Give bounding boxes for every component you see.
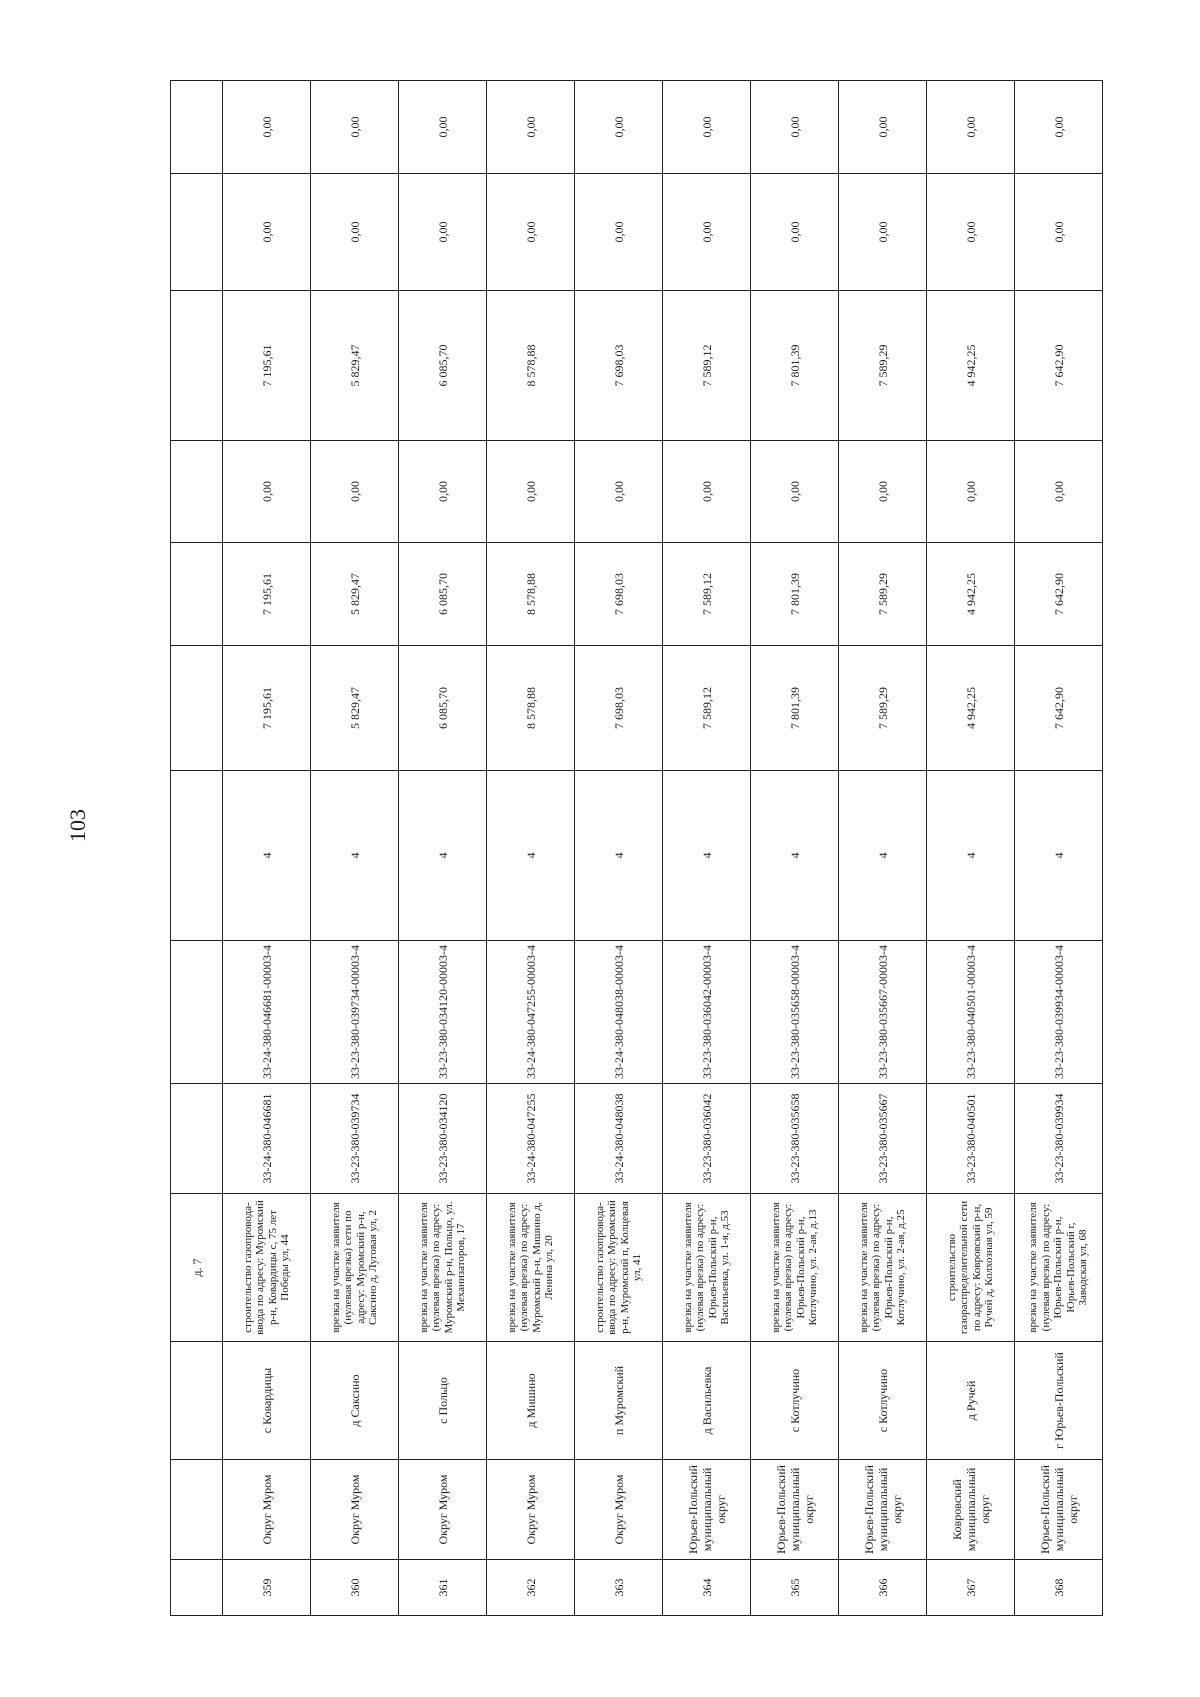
table-row (927, 81, 1015, 1616)
header-row (171, 81, 223, 1616)
description-cell: врезка на участке заявителя (нулевая врезка) по адресу: Юрьев-Польский р-н, Котлучино, ул. 2-ая, д.25 (839, 1194, 927, 1342)
description-cell: врезка на участке заявителя (нулевая врезка) по адресу: Муромский р-н, Мишино д, Ленина ул, 20 (487, 1194, 575, 1342)
value-cell-3: 0,00 (487, 441, 575, 543)
district-cell: Округ Муром (399, 1460, 487, 1560)
value-cell-3: 0,00 (399, 441, 487, 543)
category-cell: 4 (751, 771, 839, 941)
header-cell (171, 646, 223, 771)
row-number-cell: 363 (575, 1560, 663, 1616)
district-cell: Округ Муром (575, 1460, 663, 1560)
value-cell-6: 0,00 (575, 81, 663, 174)
value-cell-3: 0,00 (1015, 441, 1103, 543)
row-number-cell: 361 (399, 1560, 487, 1616)
value-cell-5: 0,00 (311, 174, 399, 291)
value-cell-6: 0,00 (1015, 81, 1103, 174)
code-full-cell: 33-23-380-035658-00003-4 (751, 941, 839, 1084)
locality-cell: г Юрьев-Польский (1015, 1342, 1103, 1460)
header-cell (171, 81, 223, 174)
table-row (311, 81, 399, 1616)
category-cell: 4 (927, 771, 1015, 941)
row-number-cell: 360 (311, 1560, 399, 1616)
value-cell-4: 7 642,90 (1015, 291, 1103, 441)
value-cell-2: 6 085,70 (399, 543, 487, 646)
value-cell-4: 8 578,88 (487, 291, 575, 441)
row-number-cell: 362 (487, 1560, 575, 1616)
value-cell-5: 0,00 (751, 174, 839, 291)
header-cell (171, 1084, 223, 1194)
value-cell-1: 7 589,29 (839, 646, 927, 771)
code-short-cell: 33-23-380-039934 (1015, 1084, 1103, 1194)
value-cell-4: 7 698,03 (575, 291, 663, 441)
value-cell-5: 0,00 (927, 174, 1015, 291)
code-full-cell: 33-23-380-036042-00003-4 (663, 941, 751, 1084)
district-cell: Юрьев-Польский муниципальный округ (1015, 1460, 1103, 1560)
header-cell (171, 771, 223, 941)
value-cell-5: 0,00 (663, 174, 751, 291)
value-cell-1: 8 578,88 (487, 646, 575, 771)
value-cell-6: 0,00 (927, 81, 1015, 174)
table-row (1015, 81, 1103, 1616)
description-cell: врезка на участке заявителя (нулевая врезка) сети по адресу: Муромский р-н, Саксино д, Луговая ул, 2 (311, 1194, 399, 1342)
district-cell: Ковровский муниципальный округ (927, 1460, 1015, 1560)
value-cell-1: 7 589,12 (663, 646, 751, 771)
value-cell-5: 0,00 (223, 174, 311, 291)
district-cell: Юрьев-Польский муниципальный округ (663, 1460, 751, 1560)
description-cell: врезка на участке заявителя (нулевая врезка) по адресу: Юрьев-Польский р-н, Васильевка, ул. 1-я, д.53 (663, 1194, 751, 1342)
locality-cell: д Мишино (487, 1342, 575, 1460)
value-cell-4: 5 829,47 (311, 291, 399, 441)
value-cell-5: 0,00 (399, 174, 487, 291)
table-row (399, 81, 487, 1616)
code-full-cell: 33-23-380-039734-00003-4 (311, 941, 399, 1084)
header-cell (171, 441, 223, 543)
locality-cell: с Котлучино (839, 1342, 927, 1460)
value-cell-1: 7 801,39 (751, 646, 839, 771)
category-cell: 4 (839, 771, 927, 941)
data-table (170, 80, 1103, 1616)
description-cell: строительство газопровода-ввода по адресу: Муромский р-н, Ковардицы с, 75 лет Победы ул, 44 (223, 1194, 311, 1342)
category-cell: 4 (223, 771, 311, 941)
category-cell: 4 (487, 771, 575, 941)
code-short-cell: 33-23-380-034120 (399, 1084, 487, 1194)
header-cell (171, 1460, 223, 1560)
table-row (663, 81, 751, 1616)
table-row (487, 81, 575, 1616)
locality-cell: п Муромский (575, 1342, 663, 1460)
code-full-cell: 33-23-380-034120-00003-4 (399, 941, 487, 1084)
description-cell: врезка на участке заявителя (нулевая врезка) по адресу: Юрьев-Польский р-н, Юрьев-Польский г, Заводская ул, 68 (1015, 1194, 1103, 1342)
locality-cell: д Саксино (311, 1342, 399, 1460)
code-full-cell: 33-23-380-039934-00003-4 (1015, 941, 1103, 1084)
table-row (839, 81, 927, 1616)
code-full-cell: 33-24-380-047255-00003-4 (487, 941, 575, 1084)
value-cell-6: 0,00 (487, 81, 575, 174)
locality-cell: с Польцо (399, 1342, 487, 1460)
value-cell-6: 0,00 (751, 81, 839, 174)
row-number-cell: 364 (663, 1560, 751, 1616)
code-short-cell: 33-23-380-040501 (927, 1084, 1015, 1194)
table-body (223, 81, 1103, 1616)
row-number-cell: 359 (223, 1560, 311, 1616)
value-cell-2: 4 942,25 (927, 543, 1015, 646)
row-number-cell: 366 (839, 1560, 927, 1616)
description-cell: строительство газораспределительной сети по адресу: Ковровский р-н, Ручей д, Колхозная ул, 59 (927, 1194, 1015, 1342)
district-cell: Округ Муром (487, 1460, 575, 1560)
header-cell (171, 174, 223, 291)
value-cell-2: 7 801,39 (751, 543, 839, 646)
category-cell: 4 (1015, 771, 1103, 941)
value-cell-4: 7 195,61 (223, 291, 311, 441)
value-cell-4: 6 085,70 (399, 291, 487, 441)
value-cell-2: 7 698,03 (575, 543, 663, 646)
description-cell: врезка на участке заявителя (нулевая врезка) по адресу: Муромский р-н, Польцо, ул. Механизаторов, 17 (399, 1194, 487, 1342)
code-full-cell: 33-24-380-046681-00003-4 (223, 941, 311, 1084)
locality-cell: с Ковардицы (223, 1342, 311, 1460)
value-cell-2: 7 195,61 (223, 543, 311, 646)
row-number-cell: 365 (751, 1560, 839, 1616)
code-full-cell: 33-23-380-040501-00003-4 (927, 941, 1015, 1084)
value-cell-2: 8 578,88 (487, 543, 575, 646)
value-cell-2: 7 589,29 (839, 543, 927, 646)
code-short-cell: 33-24-380-046681 (223, 1084, 311, 1194)
description-cell: врезка на участке заявителя (нулевая врезка) по адресу: Юрьев-Польский р-н, Котлучино, ул. 2-ая, д.13 (751, 1194, 839, 1342)
value-cell-6: 0,00 (399, 81, 487, 174)
value-cell-5: 0,00 (839, 174, 927, 291)
locality-cell: д Васильевка (663, 1342, 751, 1460)
value-cell-1: 4 942,25 (927, 646, 1015, 771)
value-cell-3: 0,00 (927, 441, 1015, 543)
row-number-cell: 367 (927, 1560, 1015, 1616)
code-short-cell: 33-23-380-036042 (663, 1084, 751, 1194)
locality-cell: д Ручей (927, 1342, 1015, 1460)
value-cell-1: 6 085,70 (399, 646, 487, 771)
table-row (751, 81, 839, 1616)
value-cell-1: 7 642,90 (1015, 646, 1103, 771)
district-cell: Округ Муром (223, 1460, 311, 1560)
value-cell-2: 5 829,47 (311, 543, 399, 646)
value-cell-3: 0,00 (223, 441, 311, 543)
table-row (223, 81, 311, 1616)
page-number: 103 (65, 809, 90, 842)
code-short-cell: 33-23-380-035667 (839, 1084, 927, 1194)
code-short-cell: 33-23-380-035658 (751, 1084, 839, 1194)
value-cell-4: 7 589,29 (839, 291, 927, 441)
value-cell-3: 0,00 (839, 441, 927, 543)
category-cell: 4 (311, 771, 399, 941)
district-cell: Юрьев-Польский муниципальный округ (839, 1460, 927, 1560)
category-cell: 4 (575, 771, 663, 941)
locality-cell: с Котлучино (751, 1342, 839, 1460)
row-number-cell: 368 (1015, 1560, 1103, 1616)
code-short-cell: 33-23-380-039734 (311, 1084, 399, 1194)
value-cell-4: 4 942,25 (927, 291, 1015, 441)
value-cell-6: 0,00 (223, 81, 311, 174)
header-cell: д. 7 (171, 1194, 223, 1342)
value-cell-4: 7 589,12 (663, 291, 751, 441)
value-cell-3: 0,00 (663, 441, 751, 543)
value-cell-1: 7 698,03 (575, 646, 663, 771)
category-cell: 4 (399, 771, 487, 941)
header-cell (171, 1560, 223, 1616)
value-cell-1: 7 195,61 (223, 646, 311, 771)
header-cell (171, 941, 223, 1084)
district-cell: Округ Муром (311, 1460, 399, 1560)
code-full-cell: 33-24-380-048038-00003-4 (575, 941, 663, 1084)
value-cell-1: 5 829,47 (311, 646, 399, 771)
header-cell (171, 1342, 223, 1460)
value-cell-6: 0,00 (663, 81, 751, 174)
value-cell-3: 0,00 (311, 441, 399, 543)
value-cell-6: 0,00 (839, 81, 927, 174)
description-cell: строительство газопровода-ввода по адресу: Муромский р-н, Муромский п, Колцевая ул, 41 (575, 1194, 663, 1342)
value-cell-2: 7 589,12 (663, 543, 751, 646)
value-cell-4: 7 801,39 (751, 291, 839, 441)
value-cell-3: 0,00 (575, 441, 663, 543)
value-cell-6: 0,00 (311, 81, 399, 174)
value-cell-5: 0,00 (575, 174, 663, 291)
value-cell-2: 7 642,90 (1015, 543, 1103, 646)
district-cell: Юрьев-Польский муниципальный округ (751, 1460, 839, 1560)
code-short-cell: 33-24-380-048038 (575, 1084, 663, 1194)
code-short-cell: 33-24-380-047255 (487, 1084, 575, 1194)
header-cell (171, 291, 223, 441)
table-row (575, 81, 663, 1616)
value-cell-5: 0,00 (1015, 174, 1103, 291)
category-cell: 4 (663, 771, 751, 941)
code-full-cell: 33-23-380-035667-00003-4 (839, 941, 927, 1084)
value-cell-5: 0,00 (487, 174, 575, 291)
header-cell (171, 543, 223, 646)
value-cell-3: 0,00 (751, 441, 839, 543)
rotated-table-container (170, 81, 1102, 1616)
